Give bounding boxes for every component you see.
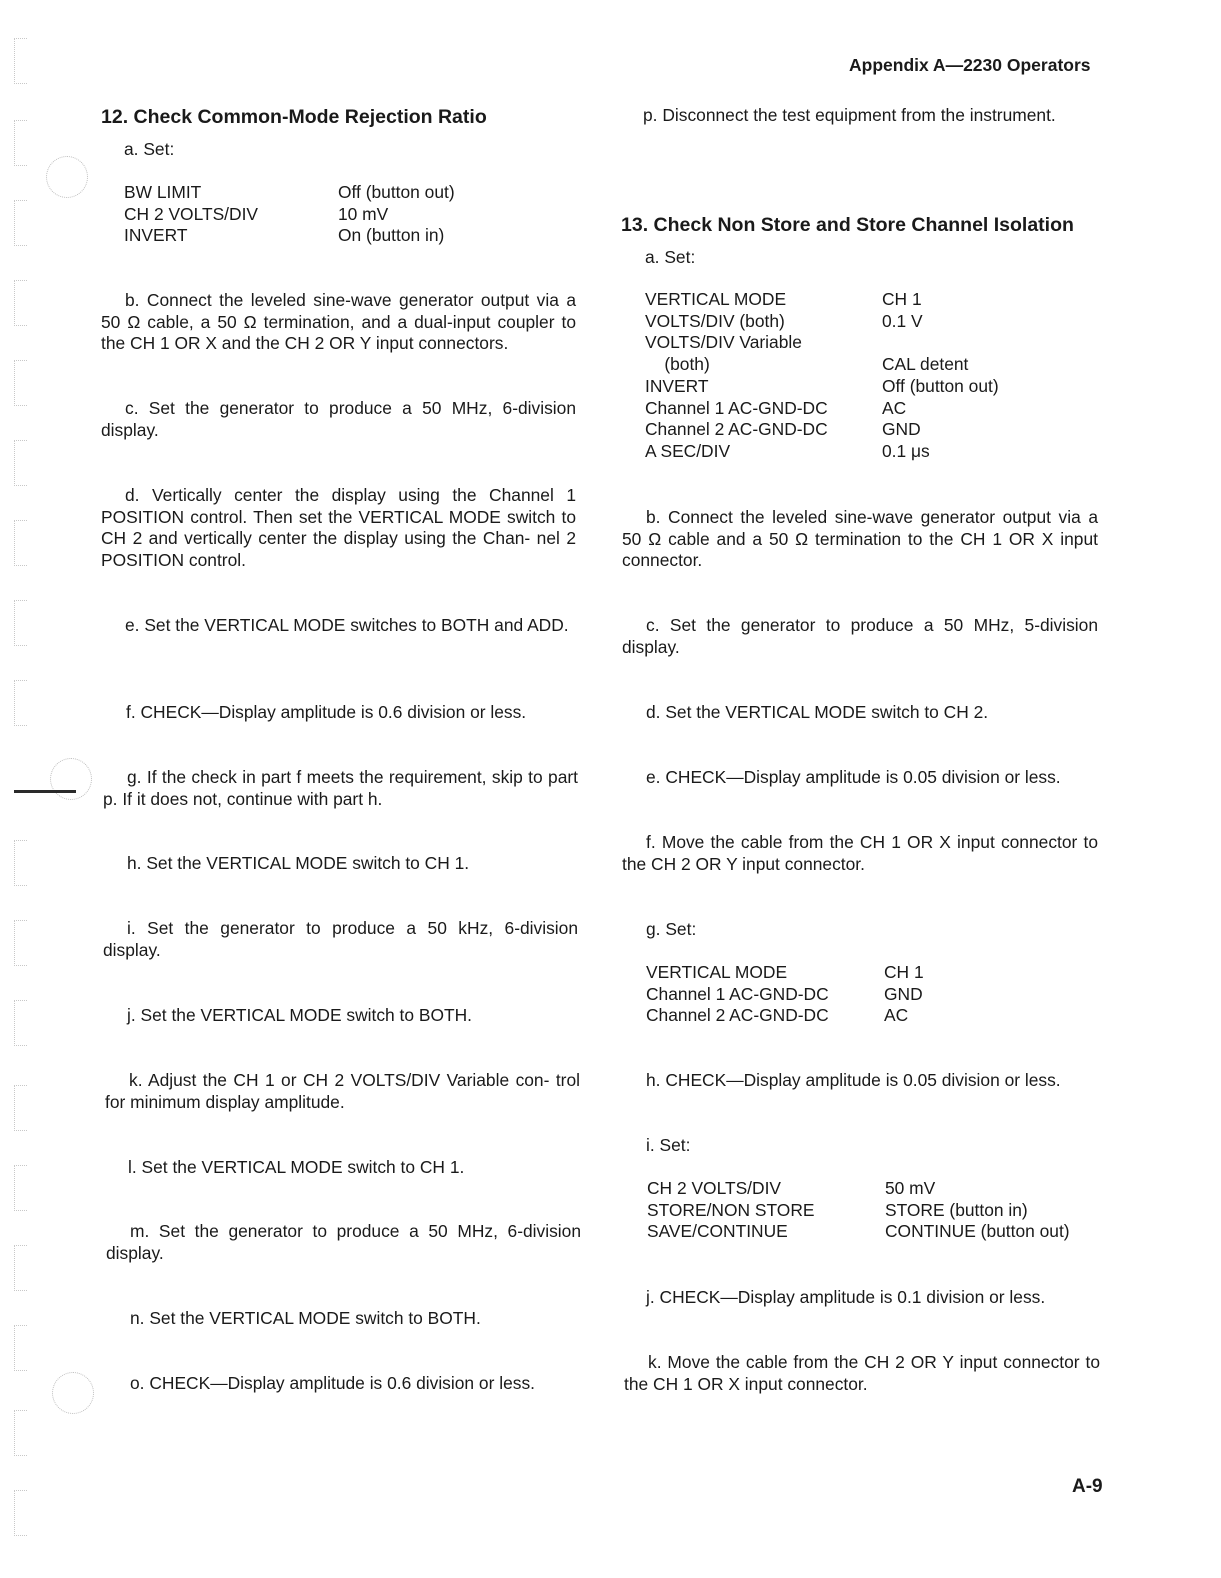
setting-label: Channel 1 AC-GND-DC — [645, 397, 828, 418]
step-g: g. Set: — [646, 919, 697, 939]
step-b: b. Connect the leveled sine-wave generator output via a 50 Ω cable, a 50 Ω termination, and a dual-input coupler to the CH 1 OR X and the CH 2 OR Y input connectors. — [101, 290, 576, 354]
setting-label: VERTICAL MODE — [645, 289, 787, 309]
step-n: n. Set the VERTICAL MODE switch to BOTH. — [130, 1308, 481, 1328]
step-l: l. Set the VERTICAL MODE switch to CH 1. — [128, 1157, 465, 1177]
binder-hole — [46, 156, 88, 198]
setting-label: Channel 2 AC-GND-DC — [646, 1005, 829, 1026]
step-p: p. Disconnect the test equipment from the instrument. — [643, 105, 1056, 125]
step-k: k. Move the cable from the CH 2 OR Y input connector to the CH 1 OR X input connector. — [624, 1352, 1100, 1394]
step-i: i. Set the generator to produce a 50 kHz, 6-division display. — [103, 918, 578, 960]
section-heading: 12. Check Common-Mode Rejection Ratio — [101, 106, 487, 128]
binder-mark — [14, 840, 27, 886]
step-h: h. Set the VERTICAL MODE switch to CH 1. — [127, 853, 470, 873]
binder-mark — [14, 1245, 27, 1291]
setting-label: (both) — [645, 354, 710, 375]
setting-value: CONTINUE (button out) — [885, 1221, 1070, 1242]
step-e: e. CHECK—Display amplitude is 0.05 division or less. — [646, 767, 1061, 787]
binder-mark — [14, 1490, 27, 1536]
step-f: f. Move the cable from the CH 1 OR X input connector to the CH 2 OR Y input connector. — [622, 832, 1098, 874]
settings-table — [647, 1178, 1070, 1243]
setting-value: CAL detent — [882, 354, 969, 375]
binder-mark — [14, 1085, 27, 1131]
settings-table — [646, 962, 924, 1027]
binder-mark — [14, 200, 27, 246]
setting-label: CH 2 VOLTS/DIV — [124, 203, 259, 224]
setting-value: Off (button out) — [338, 182, 455, 202]
step-k: k. Adjust the CH 1 or CH 2 VOLTS/DIV Variable con- trol for minimum display amplitude. — [105, 1070, 580, 1112]
setting-value: AC — [884, 1005, 909, 1026]
step-d: d. Vertically center the display using the Channel 1 POSITION control. Then set the VERTICAL MODE switch to CH 2 and vertically center the display using the Chan- nel 2 POSITION control. — [101, 485, 576, 571]
setting-label: Channel 2 AC-GND-DC — [645, 419, 828, 440]
setting-value: 10 mV — [338, 203, 389, 224]
section-heading: 13. Check Non Store and Store Channel Isolation — [621, 214, 1074, 236]
setting-value: 0.1 μs — [882, 440, 930, 461]
setting-value: 0.1 V — [882, 310, 923, 331]
step-b: b. Connect the leveled sine-wave generator output via a 50 Ω cable and a 50 Ω termination to the CH 1 OR X input connector. — [622, 507, 1098, 571]
step-g: g. If the check in part f meets the requirement, skip to part p. If it does not, continue with part h. — [103, 767, 578, 809]
setting-value: 50 mV — [885, 1178, 936, 1198]
setting-value: GND — [884, 983, 923, 1004]
setting-value: AC — [882, 397, 907, 418]
step-a: a. Set: — [645, 247, 696, 267]
binder-mark — [14, 680, 27, 726]
step-o: o. CHECK—Display amplitude is 0.6 division or less. — [130, 1373, 535, 1393]
binder-mark — [14, 1165, 27, 1211]
binder-hole — [52, 1372, 94, 1414]
step-a: a. Set: — [124, 139, 175, 159]
binder-mark — [14, 520, 27, 566]
step-i: i. Set: — [646, 1135, 691, 1155]
binder-tab-mark — [14, 790, 76, 793]
binder-hole — [50, 758, 92, 800]
binder-mark — [14, 440, 27, 486]
setting-label: VOLTS/DIV (both) — [645, 310, 785, 331]
settings-table — [645, 289, 999, 463]
binder-mark — [14, 280, 27, 326]
setting-label: INVERT — [645, 375, 709, 396]
step-c: c. Set the generator to produce a 50 MHz, 6-division display. — [101, 398, 576, 440]
setting-value: On (button in) — [338, 225, 445, 246]
step-f: f. CHECK—Display amplitude is 0.6 division or less. — [126, 702, 527, 722]
binder-mark — [14, 920, 27, 966]
setting-label: Channel 1 AC-GND-DC — [646, 983, 829, 1004]
page-number: A-9 — [1072, 1476, 1103, 1497]
step-c: c. Set the generator to produce a 50 MHz, 5-division display. — [622, 615, 1098, 657]
setting-label: INVERT — [124, 225, 188, 246]
binder-mark — [14, 1325, 27, 1371]
setting-value — [882, 332, 999, 354]
binder-mark — [14, 360, 27, 406]
binder-mark — [14, 1410, 27, 1456]
setting-value: Off (button out) — [882, 375, 999, 396]
setting-label: CH 2 VOLTS/DIV — [647, 1178, 782, 1198]
binder-mark — [14, 1000, 27, 1046]
setting-label: A SEC/DIV — [645, 440, 731, 461]
setting-value: CH 1 — [882, 289, 922, 309]
settings-table — [124, 182, 455, 247]
binder-mark — [14, 120, 27, 166]
step-j: j. CHECK—Display amplitude is 0.1 division or less. — [646, 1287, 1046, 1307]
step-m: m. Set the generator to produce a 50 MHz, 6-division display. — [106, 1221, 581, 1263]
setting-value: CH 1 — [884, 962, 924, 982]
setting-label: BW LIMIT — [124, 182, 202, 202]
setting-label: VOLTS/DIV Variable — [645, 332, 802, 353]
setting-label: VERTICAL MODE — [646, 962, 788, 982]
step-h: h. CHECK—Display amplitude is 0.05 division or less. — [646, 1070, 1061, 1090]
setting-value: STORE (button in) — [885, 1199, 1028, 1220]
binder-mark — [14, 38, 27, 84]
binder-mark — [14, 600, 27, 646]
step-j: j. Set the VERTICAL MODE switch to BOTH. — [127, 1005, 473, 1025]
setting-label: STORE/NON STORE — [647, 1199, 815, 1220]
step-d: d. Set the VERTICAL MODE switch to CH 2. — [646, 702, 989, 722]
running-header: Appendix A—2230 Operators — [849, 55, 1091, 75]
setting-value: GND — [882, 419, 921, 440]
step-e: e. Set the VERTICAL MODE switches to BOTH and ADD. — [125, 615, 569, 635]
setting-label: SAVE/CONTINUE — [647, 1221, 788, 1242]
